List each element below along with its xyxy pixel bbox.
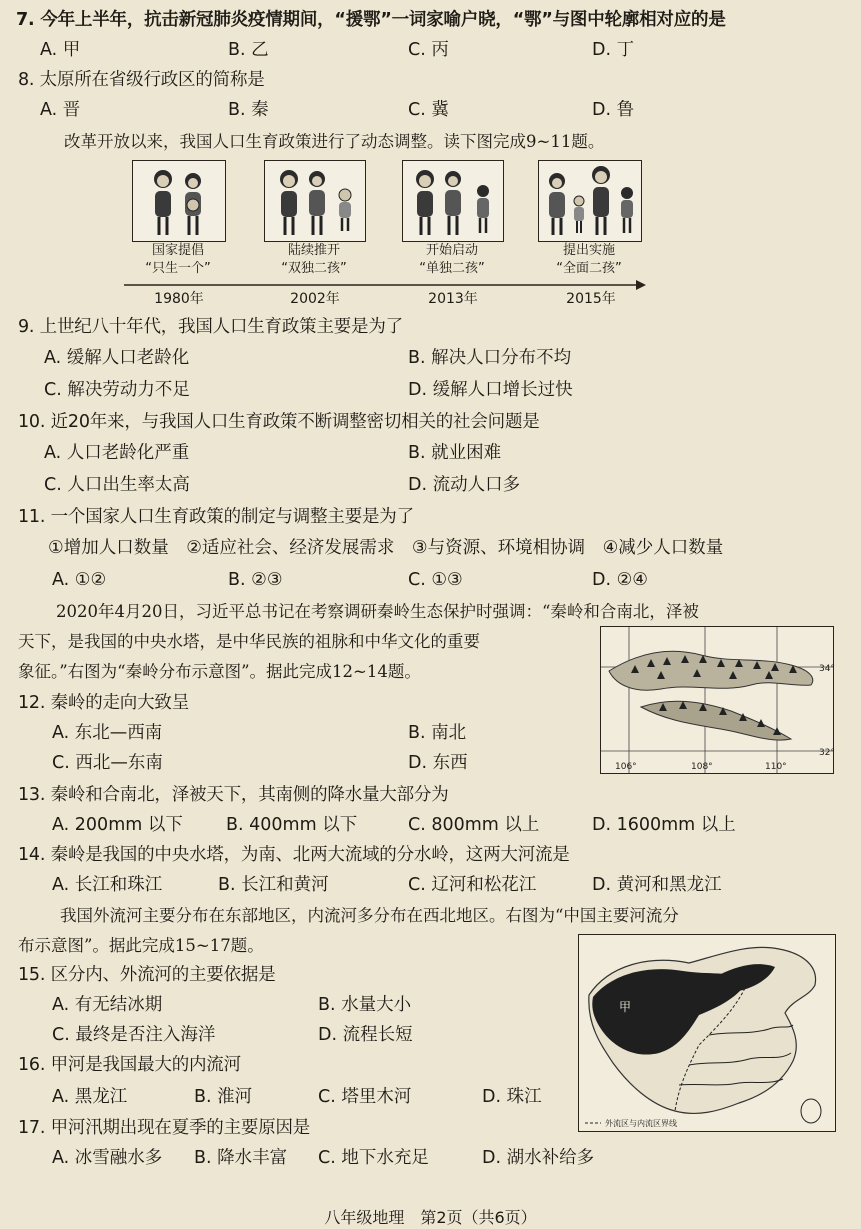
q10-option-d: D. 流动人口多 [408,475,521,495]
q7-option-a: A. 甲 [40,40,81,60]
family-one-child-illustration [133,161,225,241]
timeline-arrow [124,278,648,292]
intro-15-17-line2: 布示意图”。据此完成15~17题。 [18,936,264,955]
q9-stem: 9. 上世纪八十年代，我国人口生育政策主要是为了 [18,317,403,337]
intro-15-17-line1: 我国外流河主要分布在东部地区，内流河多分布在西北地区。右图为“中国主要河流分 [60,906,679,925]
q8-stem: 8. 太原所在省级行政区的简称是 [18,70,265,90]
q11-option-c: C. ①③ [408,570,463,590]
q15-option-a: A. 有无结冰期 [52,995,163,1015]
qinling-lat-34-label: 34° [819,664,835,674]
qinling-map-graphic [601,627,833,773]
policy-caption-2015-line2: “全面二孩” [556,261,622,276]
q13-option-b: B. 400mm 以下 [226,815,358,835]
policy-panel-2002 [264,160,366,242]
policy-caption-2002-line1: 陆续推开 [287,243,340,258]
q7-option-d: D. 丁 [592,40,635,60]
timeline-year-2013: 2013年 [428,291,478,307]
timeline-year-2002: 2002年 [290,291,340,307]
intro-12-14-line2: 天下，是我国的中央水塔，是中华民族的祖脉和中华文化的重要 [18,632,480,651]
policy-caption-1980-line2: “只生一个” [145,261,211,276]
q15-option-d: D. 流程长短 [318,1025,413,1045]
q14-option-a: A. 长江和珠江 [52,875,163,895]
q17-stem: 17. 甲河汛期出现在夏季的主要原因是 [18,1118,311,1138]
q11-option-d: D. ②④ [592,570,648,590]
q14-option-d: D. 黄河和黑龙江 [592,875,722,895]
q8-option-a: A. 晋 [40,100,81,120]
qinling-distribution-map [600,626,834,774]
china-rivers-map [578,934,836,1132]
q16-option-b: B. 淮河 [194,1087,253,1107]
q15-option-c: C. 最终是否注入海洋 [52,1025,216,1045]
policy-caption-2002-line2: “双独二孩” [281,261,347,276]
q12-option-a: A. 东北—西南 [52,723,163,743]
q10-option-b: B. 就业困难 [408,443,502,463]
q10-option-a: A. 人口老龄化严重 [44,443,190,463]
q14-option-b: B. 长江和黄河 [218,875,329,895]
q16-option-a: A. 黑龙江 [52,1087,128,1107]
q17-option-d: D. 湖水补给多 [482,1148,595,1168]
q13-stem: 13. 秦岭和合南北，泽被天下，其南侧的降水量大部分为 [18,785,449,805]
q10-option-c: C. 人口出生率太高 [44,475,190,495]
policy-panel-1980 [132,160,226,242]
q12-option-b: B. 南北 [408,723,467,743]
q7-stem: 7. 今年上半年，抗击新冠肺炎疫情期间，“援鄂”一词家喻户晓，“鄂”与图中轮廓相对应的是 [16,10,726,30]
policy-caption-2013-line1: 开始启动 [425,243,478,258]
china-map-graphic [579,935,835,1131]
q8-option-b: B. 秦 [228,100,269,120]
q15-option-b: B. 水量大小 [318,995,412,1015]
q11-stem: 11. 一个国家人口生育政策的制定与调整主要是为了 [18,507,414,527]
intro-12-14-line3: 象征。”右图为“秦岭分布示意图”。据此完成12~14题。 [18,662,421,681]
q8-option-c: C. 冀 [408,100,449,120]
q11-items: ①增加人口数量 ②适应社会、经济发展需求 ③与资源、环境相协调 ④减少人口数量 [48,538,724,558]
q17-option-a: A. 冰雪融水多 [52,1148,163,1168]
q7-option-c: C. 丙 [408,40,449,60]
policy-panel-2013 [402,160,504,242]
qinling-lon-110-label: 110° [765,762,787,772]
q13-option-a: A. 200mm 以下 [52,815,183,835]
family-two-children-illustration [403,161,503,241]
q14-option-c: C. 辽河和松花江 [408,875,537,895]
page-footer: 八年级地理 第2页（共6页） [324,1208,537,1227]
q15-stem: 15. 区分内、外流河的主要依据是 [18,965,276,985]
policy-caption-2013-line2: “单独二孩” [419,261,485,276]
q8-option-d: D. 鲁 [592,100,635,120]
policy-caption-1980-line1: 国家提倡 [151,243,204,258]
qinling-lat-32-label: 32° [819,748,835,758]
q9-option-c: C. 解决劳动力不足 [44,380,190,400]
q10-stem: 10. 近20年来，与我国人口生育政策不断调整密切相关的社会问题是 [18,412,540,432]
qinling-lon-106-label: 106° [615,762,637,772]
q17-option-c: C. 地下水充足 [318,1148,429,1168]
q16-option-d: D. 珠江 [482,1087,542,1107]
timeline-year-1980: 1980年 [154,291,204,307]
q17-option-b: B. 降水丰富 [194,1148,288,1168]
family-two-children-illustration [539,161,641,241]
q7-option-b: B. 乙 [228,40,269,60]
q9-option-d: D. 缓解人口增长过快 [408,380,573,400]
policy-caption-2015-line1: 提出实施 [562,243,615,258]
q12-option-d: D. 东西 [408,753,468,773]
timeline-year-2015: 2015年 [566,291,616,307]
policy-panel-2015 [538,160,642,242]
q11-option-b: B. ②③ [228,570,283,590]
q13-option-d: D. 1600mm 以上 [592,815,736,835]
qinling-lon-108-label: 108° [691,762,713,772]
q16-option-c: C. 塔里木河 [318,1087,412,1107]
q14-stem: 14. 秦岭是我国的中央水塔，为南、北两大流域的分水岭，这两大河流是 [18,845,570,865]
intro-9-11: 改革开放以来，我国人口生育政策进行了动态调整。读下图完成9~11题。 [64,132,605,151]
q11-option-a: A. ①② [52,570,107,590]
china-map-jia-label: 甲 [619,1000,632,1014]
q16-stem: 16. 甲河是我国最大的内流河 [18,1055,241,1075]
q12-stem: 12. 秦岭的走向大致呈 [18,693,189,713]
q9-option-b: B. 解决人口分布不均 [408,348,572,368]
intro-12-14-line1: 2020年4月20日，习近平总书记在考察调研秦岭生态保护时强调：“秦岭和合南北，泽被 [56,602,699,621]
family-two-children-illustration [265,161,365,241]
q9-option-a: A. 缓解人口老龄化 [44,348,190,368]
q13-option-c: C. 800mm 以上 [408,815,540,835]
china-map-legend-label: 外流区与内流区界线 [605,1119,677,1128]
q12-option-c: C. 西北—东南 [52,753,163,773]
